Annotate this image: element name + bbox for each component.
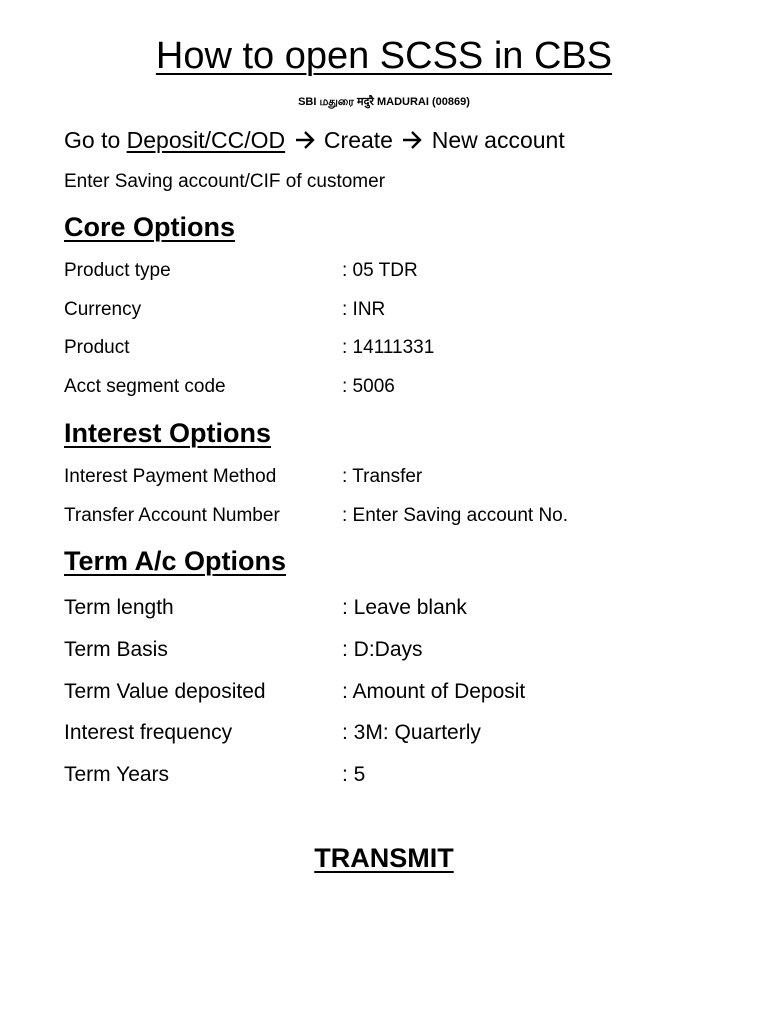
row-value: : 3M: Quarterly [342,721,481,744]
transmit-heading: TRANSMIT [314,843,454,873]
row-label: Acct segment code [64,376,226,397]
core-option-row [64,298,704,322]
nav-step-new-account: New account [431,127,565,153]
term-option-row [64,720,704,746]
core-options-heading: Core Options [64,212,236,242]
navigation-path [64,125,565,155]
row-label: Currency [64,299,142,320]
interest-option-row [64,504,704,528]
row-value: : Leave blank [342,596,467,619]
row-label: Interest frequency [64,721,233,744]
row-label: Product [64,337,130,358]
nav-step-create: Create [323,127,393,153]
core-option-row [64,375,704,399]
row-value: : 14111331 [342,337,435,358]
row-value: : 5006 [342,376,395,397]
term-option-row [64,762,704,788]
row-value: : 5 [342,763,366,786]
page-title: How to open SCSS in CBS [155,35,613,77]
row-value: : Transfer [342,466,423,487]
interest-option-row [64,465,704,489]
core-option-row [64,259,704,283]
term-option-row [64,637,704,663]
page-title-wrapper [0,34,768,78]
row-label: Product type [64,260,171,281]
transmit-heading-wrapper [0,842,768,874]
right-arrow-icon [401,130,423,150]
row-label: Term Years [64,763,170,786]
row-label: Interest Payment Method [64,466,277,487]
row-label: Transfer Account Number [64,505,280,526]
row-value: : 05 TDR [342,260,418,281]
row-value: : Amount of Deposit [342,680,526,703]
branch-subtitle: SBI மதுரை मदुरै MADURAI (00869) [298,96,470,108]
row-label: Term Basis [64,638,168,661]
right-arrow-icon [294,130,316,150]
row-label: Term Value deposited [64,680,266,703]
term-options-heading: Term A/c Options [64,546,287,576]
interest-options-heading: Interest Options [64,418,272,448]
row-value: : INR [342,299,386,320]
row-value: : Enter Saving account No. [342,505,569,526]
nav-step-deposit: Deposit/CC/OD [126,127,286,153]
core-option-row [64,336,704,360]
row-label: Term length [64,596,174,619]
row-value: : D:Days [342,638,423,661]
term-option-row [64,679,704,705]
instruction-text: Enter Saving account/CIF of customer [64,171,386,192]
nav-prefix: Go to [64,127,127,153]
term-option-row [64,595,704,621]
